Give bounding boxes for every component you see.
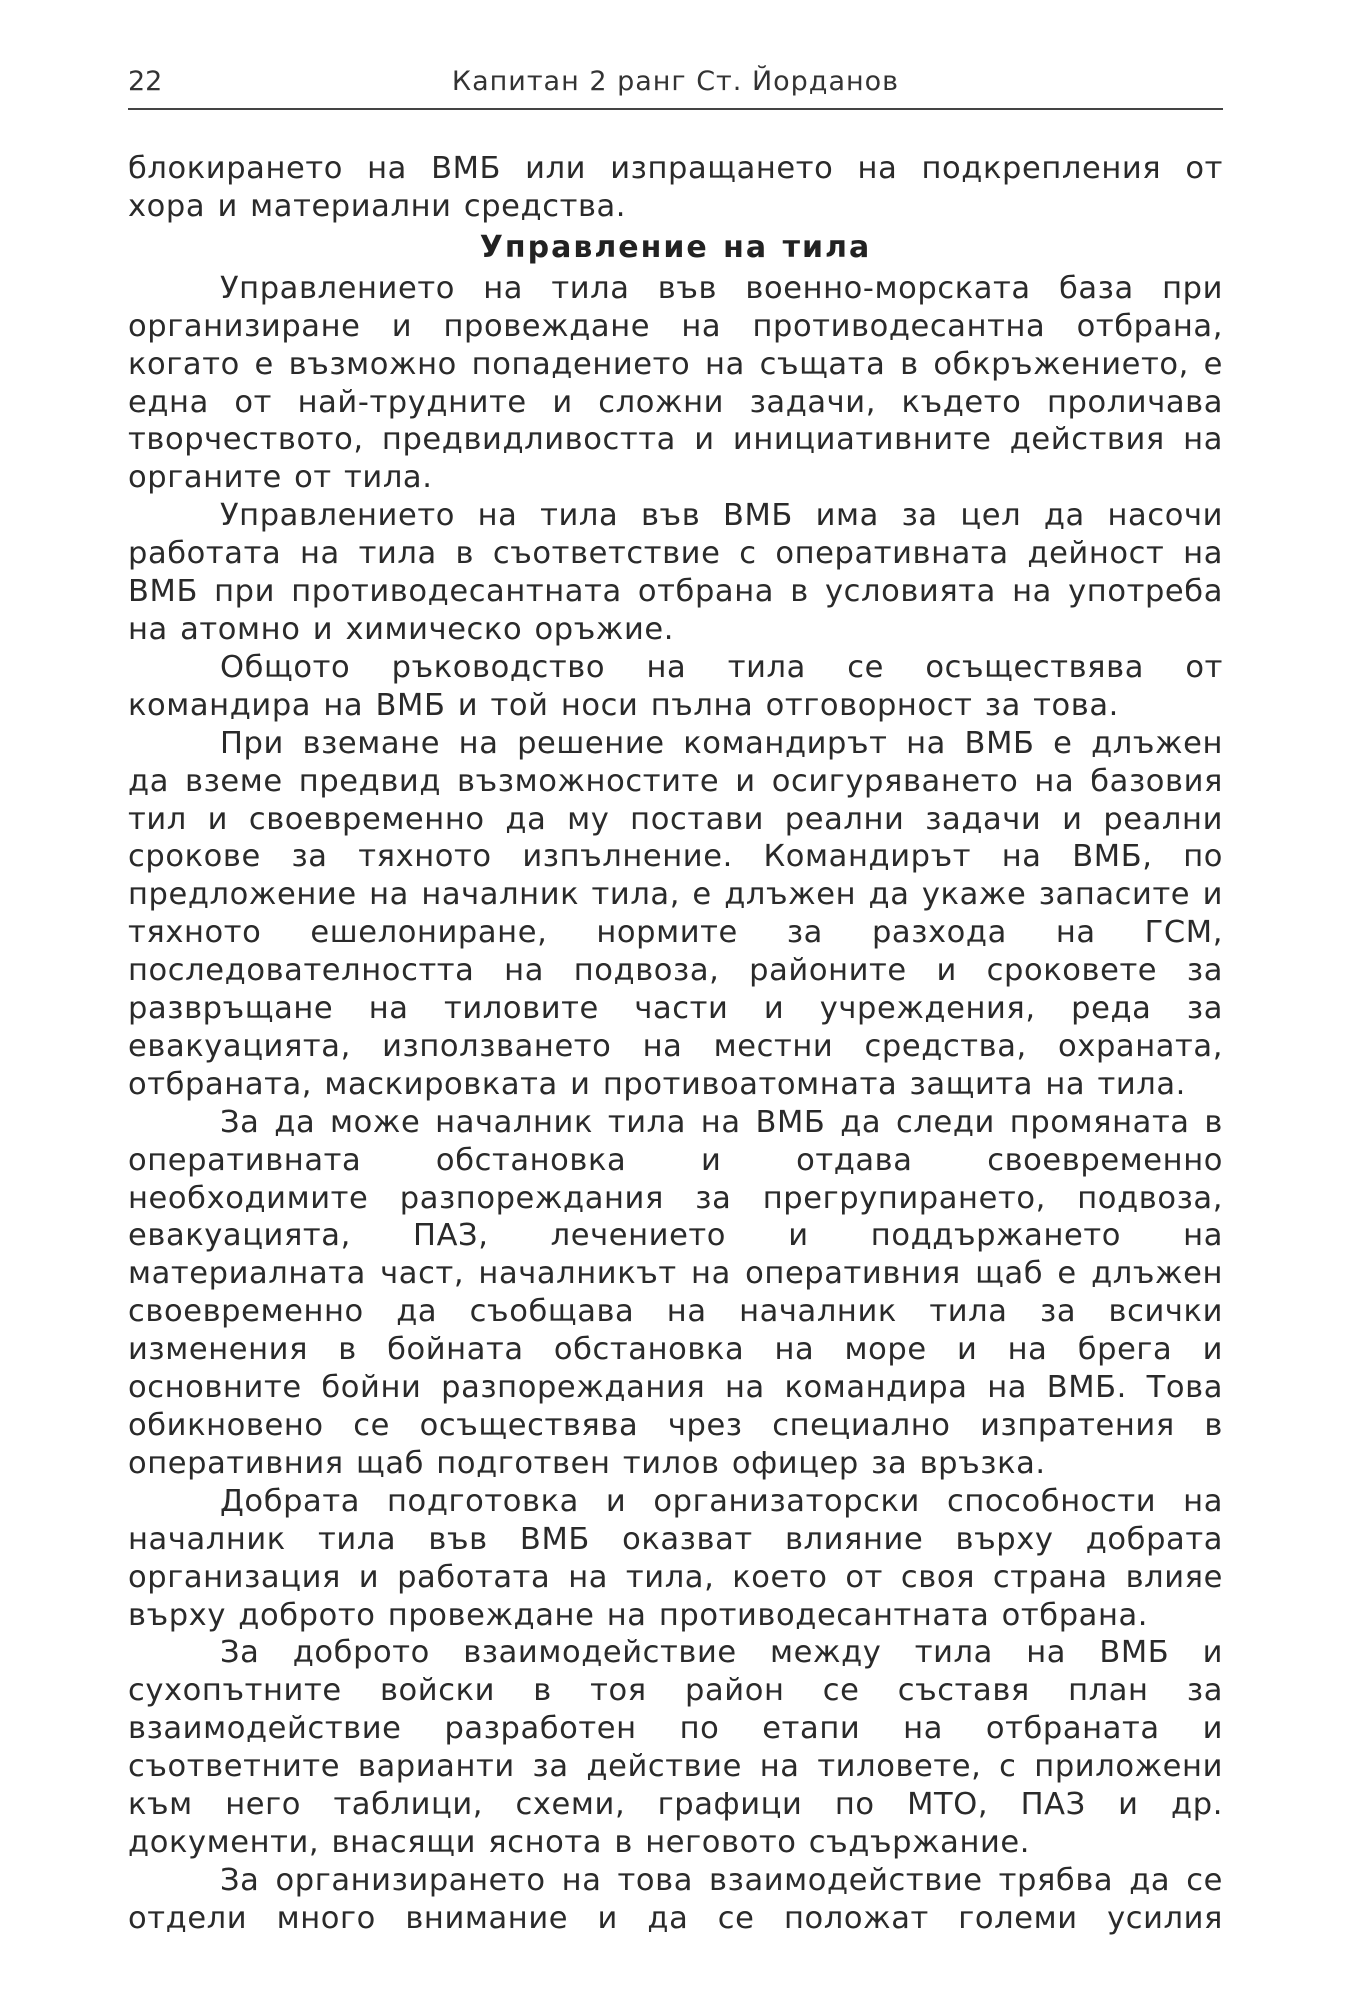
body-text [128,150,1223,1938]
section-heading: Управление на тила [479,229,872,265]
header-divider [128,108,1223,110]
page-header [128,60,1223,104]
paragraph: При вземане на решение командирът на ВМБ е длъжен да вземе предвид възможностите и осигуряването на базовия тил и своевременно да му постави реални задачи и реални срокове за тяхното изпълнение. Командирът на ВМБ, по предложение на началник тила, е длъжен да укаже запасите и тяхното ешелониране, нормите за разхода на ГСМ, последователността на подвоза, районите и сроковете за развръщане на тиловите части и учреждения, реда за евакуацията, използването на местни средства, охраната, отбраната, маскировката и противоатомната защита на тила. [128,725,1223,1102]
paragraph: За да може началник тила на ВМБ да следи промяната в оперативната обстановка и отдава своевременно необходимите разпореждания за прегрупирането, подвоза, евакуацията, ПАЗ, лечението и поддържането на материалната част, началникът на оперативния щаб е длъжен своевременно да съобщава на началник тила за всички изменения в бойната обстановка на море и на брега и основните бойни разпореждания на командира на ВМБ. Това обикновено се осъществява чрез специално изпратения в оперативния щаб подготвен тилов офицер за връзка. [128,1104,1223,1481]
paragraph: За доброто взаимодействие между тила на ВМБ и сухопътните войски в тоя район се съставя план за взаимодействие разработен по етапи на отбраната и съответните варианти за действие на тиловете, с приложени към него таблици, схеми, графици по МТО, ПАЗ и др. документи, внасящи яснота в неговото съдържание. [128,1635,1223,1860]
paragraph-continues: За организирането на това взаимодействие трябва да се отдели много внимание и да се положат големи усилия [128,1862,1223,1936]
paragraph: Общото ръководство на тила се осъществява от командира на ВМБ и той носи пълна отговорност за това. [128,649,1223,723]
paragraph-continued: блокирането на ВМБ или изпращането на подкрепления от хора и материални средства. [128,151,1223,224]
paragraph: Управлението на тила във военно-морската база при организиране и провеждане на противодесантна отбрана, когато е възможно попадението на същата в обкръжението, е една от най-трудните и сложни задачи, където проличава творчеството, предвидливостта и инициативните действия на органите от тила. [128,270,1223,496]
paragraph: Добрата подготовка и организаторски способности на началник тила във ВМБ оказват влияние върху добрата организация и работата на тила, което от своя страна влияе върху доброто провеждане на противодесантната отбрана. [128,1483,1223,1633]
running-title: Капитан 2 ранг Ст. Йорданов [451,66,900,97]
paragraph: Управлението на тила във ВМБ има за цел да насочи работата на тила в съответствие с оперативната дейност на ВМБ при противодесантната отбрана в условията на употреба на атомно и химическо оръжие. [128,498,1223,647]
page-number: 22 [128,66,163,97]
